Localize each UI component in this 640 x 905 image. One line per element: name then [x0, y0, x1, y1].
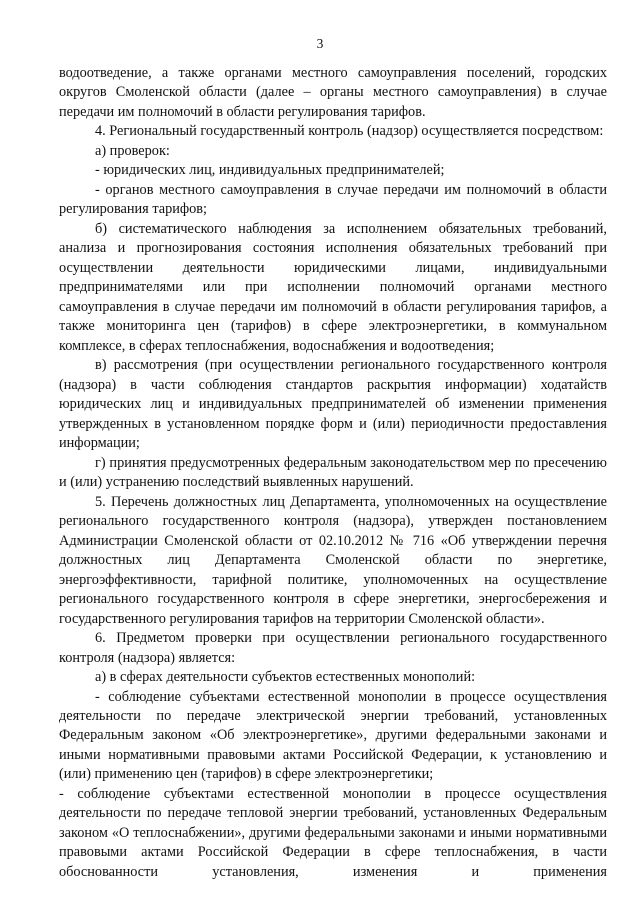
paragraph: - соблюдение субъектами естественной монополии в процессе осуществления деятельности по передаче тепловой энергии требований, установленных Федеральным законом «О теплоснабжении», другими федеральными законами и иными нормативными правовыми актами Российской Федерации в сфере теплоснабжения, в части обоснованности установления, изменения и применения	[59, 785, 607, 880]
paragraph: водоотведение, а также органами местного самоуправления поселений, городских округов Смоленской области (далее – органы местного самоуправления) в случае передачи им полномочий в области регулирования тарифов.	[59, 65, 607, 120]
document-body	[59, 64, 607, 882]
paragraph: в) рассмотрения (при осуществлении регионального государственного контроля (надзора) в части соблюдения стандартов раскрытия информации) ходатайств юридических лиц и индивидуальных предпринимателей об изменении применения утвержденных в установленном порядке форм и (или) периодичности предоставления информации;	[59, 357, 607, 452]
paragraph: - соблюдение субъектами естественной монополии в процессе осуществления деятельности по передаче электрической энергии требований, установленных Федеральным законом «Об электроэнергетике», другими федеральными законами и иными нормативными правовыми актами Российской Федерации, к установлению и (или) применению цен (тарифов) в сфере электроэнергетики;	[59, 688, 607, 783]
paragraph: - органов местного самоуправления в случае передачи им полномочий в области регулирования тарифов;	[59, 181, 607, 218]
paragraph: 6. Предметом проверки при осуществлении регионального государственного контроля (надзора) является:	[59, 630, 607, 666]
paragraph: 4. Региональный государственный контроль (надзор) осуществляется посредством:	[95, 123, 604, 140]
paragraph: 5. Перечень должностных лиц Департамента, уполномоченных на осуществление регионального государственного контроля (надзора), утвержден постановлением Администрации Смоленской области от 02.10.2012 № 716 «Об утверждении перечня должностных лиц Департамента Смоленской области по энергетике, энергоэффективности, тарифной политике, уполномоченных на осуществление регионального государственного контроля в сфере энергетики, энергосбережения и государственного регулирования тарифов на территории Смоленской области».	[59, 493, 607, 627]
paragraph: б) систематического наблюдения за исполнением обязательных требований, анализа и прогнозирования состояния исполнения обязательных требований при осуществлении деятельности юридическими лицами, индивидуальными предпринимателями или при исполнении полномочий органами местного самоуправления в случае передачи им полномочий в области регулирования тарифов, а также мониторинга цен (тарифов) в сфере электроэнергетики, в коммунальном комплексе, в сферах теплоснабжения, водоснабжения и водоотведения;	[59, 220, 607, 354]
page-number: 3	[316, 36, 324, 51]
paragraph: - юридических лиц, индивидуальных предпринимателей;	[95, 162, 445, 179]
paragraph: а) в сферах деятельности субъектов естественных монополий:	[95, 669, 476, 686]
paragraph: а) проверок:	[95, 142, 170, 159]
paragraph: г) принятия предусмотренных федеральным законодательством мер по пресечению и (или) устранению последствий выявленных нарушений.	[59, 454, 607, 491]
